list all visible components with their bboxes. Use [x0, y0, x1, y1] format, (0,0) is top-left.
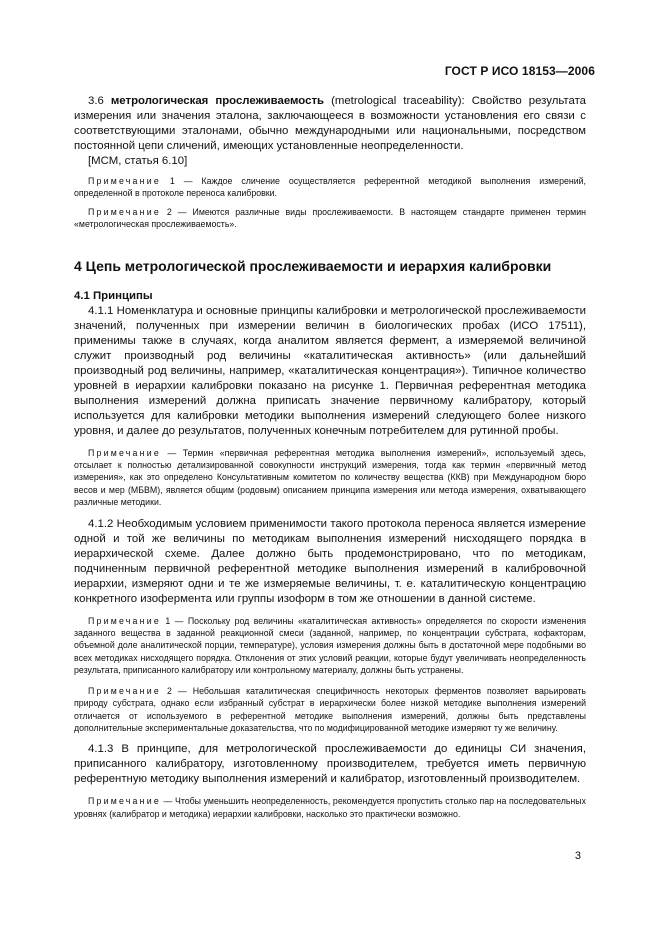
definition-reference: [МСМ, статья 6.10] [88, 155, 188, 167]
note-label: Примечание [88, 447, 161, 458]
note-4-1-2-1 [74, 615, 586, 677]
note-label: Примечание [88, 685, 161, 696]
note-4-1-1 [74, 447, 586, 509]
paragraph-4-1-1: 4.1.1 Номенклатура и основные принципы калибровки и метрологической прослеживаемости значений, полученных при измерении величин в биологических пробах (ИСО 17511), применимы также в случаях, когда аналитом является фермент, а измеряемой величиной служит производный род величины «каталитическая активность» (или дальнейший производный род величины, например, «каталитическая концентрация»). Типичное количество уровней в иерархии калибровки показано на рисунке 1. Первичная референтная методика выполнения измерений должна приписать значение первичному калибратору, который используется для калибровки методики выполнения измерений следующего более низкого уровня, и далее до результатов, полученных конечным потребителем для рутинной пробы. [74, 304, 586, 437]
paragraph-4-1-3: 4.1.3 В принципе, для метрологической прослеживаемости до единицы СИ значения, приписанного калибратору, изготовленному производителем, требуется иметь первичную референтную методику выполнения измерений и калибратор, изготовленный производителем. [74, 743, 586, 786]
note-label: Примечание [88, 206, 161, 217]
note-4-1-3 [74, 795, 586, 820]
definition-3-6 [74, 94, 586, 154]
note-text: 1 — Каждое сличение осуществляется референтной методикой выполнения измерений, определенной в протоколе переноса калибровки. [74, 176, 586, 199]
note-label: Примечание [88, 176, 161, 186]
definition-text: (metrological traceability): Свойство результата измерения или значения эталона, заключающееся в возможности установления его связи с соответствующими эталонами, обычно международными или национальными, посредством постоянной цепи сличений, имеющих установленные неопределенности. [74, 95, 586, 152]
document-header [445, 64, 595, 78]
note-3-6-2 [74, 206, 586, 231]
note-4-1-2-2 [74, 685, 586, 735]
note-label: Примечание [88, 796, 161, 807]
note-text: 2 — Небольшая каталитическая специфичность некоторых ферментов позволяет варьировать природу субстрата, однако если избранный субстрат в иерархически более низкой методике выполнения измерений отличается от используемого в референтной методике выполнения измерений, должны быть представлены дополнительные экспериментальные доказательства, что по модифицированной методике измеряют ту же величину. [74, 685, 586, 733]
page-number: 3 [574, 850, 581, 862]
main-content [74, 94, 586, 820]
paragraph-4-1-2: 4.1.2 Необходимым условием применимости такого протокола переноса является измерение одной и той же величины по методикам выполнения измерений нисходящего порядка в иерархической схеме. Далее должно быть продемонстрировано, что по методикам, подчиненным первичной референтной методике выполнения измерений в калибровочной иерархии, измеряют одни и те же измеряемые величины, т. е. каталитическую концентрацию конкретного изофермента или группы изоформ в том же отношении в данной системе. [74, 517, 586, 605]
note-text: — Термин «первичная референтная методика выполнения измерений», используемый здесь, отсылает к полностью детализированной совокупности инструкций измерения, тогда как термин «первичный метод измерения», как это определено Консультативным комитетом по количеству вещества (ККВ) при Международном бюро весов и мер (МБВМ), является общим (родовым) описанием принципа измерения или метода измерения, охватывающего различные методики. [74, 447, 586, 508]
note-text: 2 — Имеются различные виды прослеживаемости. В настоящем стандарте применен термин «метрологическая прослеживаемость». [74, 206, 586, 230]
note-3-6-1 [74, 175, 586, 200]
section-4-title: 4 Цепь метрологической прослеживаемости и иерархия калибровки [74, 257, 552, 274]
note-text: — Чтобы уменьшить неопределенность, рекомендуется пропустить столько пар на последовательных уровнях (калибратор и методика) иерархии калибровки, насколько это практически возможно. [74, 796, 586, 819]
note-text: 1 — Поскольку род величины «каталитическая активность» определяется по скорости изменения заданного вещества в заданной реакционной смеси (заданной, например, по концентрации субстрата, кофакторам, объемной доле аналитической порции, температуре), условия измерения должны быть в достаточной мере подобными во всех методиках нисходящего порядка. Отклонения от этих условий реакции, которые будут увеличивать неопределенность результата, приписанного калибратору или контрольному материалу, должны быть устранены. [74, 615, 586, 676]
definition-number: 3.6 [88, 95, 104, 107]
definition-term: метрологическая прослеживаемость [110, 95, 325, 107]
standard-id: ГОСТ Р ИСО 18153—2006 [444, 64, 595, 78]
note-label: Примечание [88, 615, 161, 626]
subsection-4-1-title: 4.1 Принципы [74, 289, 153, 302]
